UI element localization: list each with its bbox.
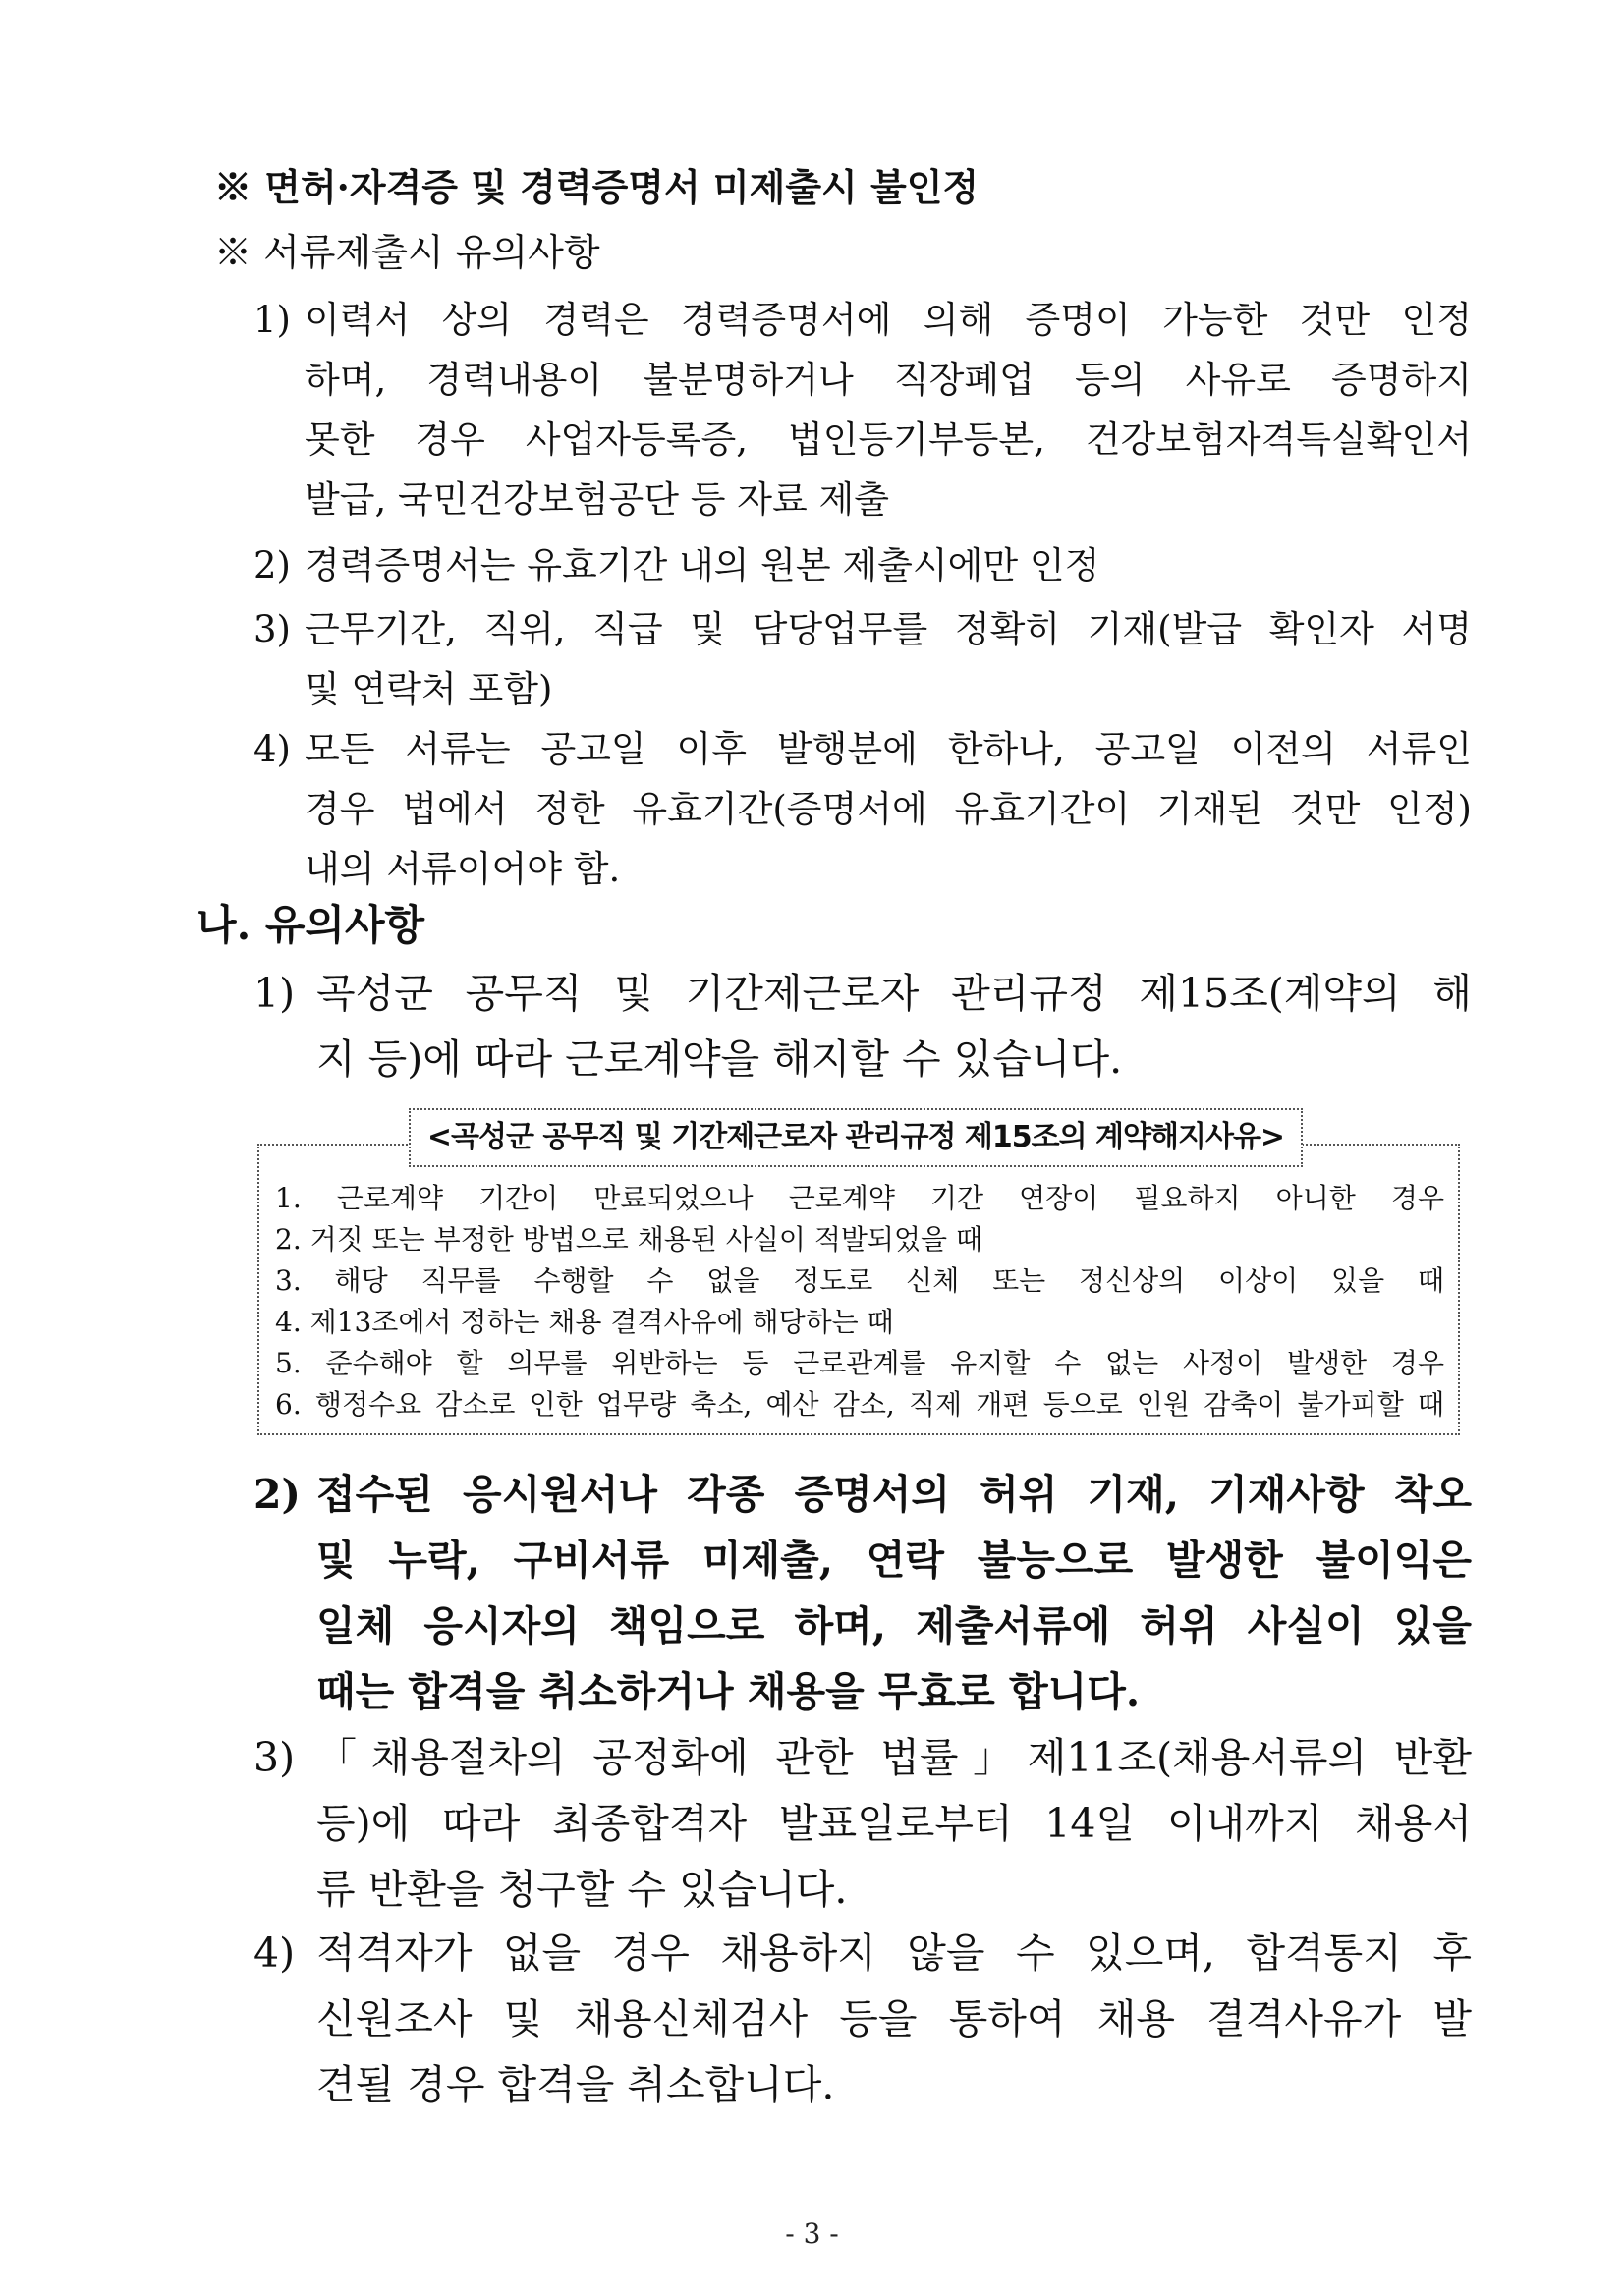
item-line: 경력증명서는 유효기간 내의 원본 제출시에만 인정 xyxy=(305,544,1100,587)
item-line: 경우 법에서 정한 유효기간(증명서에 유효기간이 기재된 것만 인정) xyxy=(305,788,1472,830)
item-line: 모든 서류는 공고일 이후 발행분에 한하나, 공고일 이전의 서류인 xyxy=(305,728,1472,770)
item-line: 때는 합격을 취소하거나 채용을 무효로 합니다. xyxy=(316,1668,1141,1715)
item-number: 3) xyxy=(253,608,291,650)
termination-reason: 5. 준수해야 할 의무를 위반하는 등 근로관계를 유지할 수 없는 사정이 발생한 경우 xyxy=(275,1347,1444,1379)
item-line: 류 반환을 청구할 수 있습니다. xyxy=(316,1866,848,1913)
item-line: 접수된 응시원서나 각종 증명서의 허위 기재, 기재사항 착오 xyxy=(316,1471,1472,1518)
item-number: 2) xyxy=(253,544,291,587)
item-line: 하며, 경력내용이 불분명하거나 직장폐업 등의 사유로 증명하지 xyxy=(305,359,1472,401)
item-line: 「채용절차의 공정화에 관한 법률」제11조(채용서류의 반환 xyxy=(316,1734,1472,1781)
item-line: 근무기간, 직위, 직급 및 담당업무를 정확히 기재(발급 확인자 서명 xyxy=(305,608,1472,650)
termination-box-title: <곡성군 공무직 및 기간제근로자 관리규정 제15조의 계약해지사유> xyxy=(409,1108,1303,1167)
item-line: 견될 경우 합격을 취소합니다. xyxy=(316,2061,835,2108)
item-line: 및 누락, 구비서류 미제출, 연락 불능으로 발생한 불이익은 xyxy=(316,1537,1472,1584)
item-line: 내의 서류이어야 함. xyxy=(305,848,621,890)
item-number: 3) xyxy=(253,1734,296,1781)
termination-reason: 6. 행정수요 감소로 인한 업무량 축소, 예산 감소, 직제 개편 등으로 인원 감축이 불가피할 때 xyxy=(275,1388,1444,1421)
item-line: 곡성군 공무직 및 기간제근로자 관리규정 제15조(계약의 해 xyxy=(316,970,1472,1017)
item-line: 적격자가 없을 경우 채용하지 않을 수 있으며, 합격통지 후 xyxy=(316,1930,1472,1977)
termination-reason: 2. 거짓 또는 부정한 방법으로 채용된 사실이 적발되었을 때 xyxy=(275,1223,983,1256)
termination-reasons-list xyxy=(275,1178,1444,1426)
item-line: 이력서 상의 경력은 경력증명서에 의해 증명이 가능한 것만 인정 xyxy=(305,299,1472,341)
section-heading: 나. 유의사항 xyxy=(196,901,425,949)
note-submission-caution-heading: ※ 서류제출시 유의사항 xyxy=(214,231,600,274)
item-line: 및 연락처 포함) xyxy=(305,668,553,710)
page-number: - 3 - xyxy=(785,2217,839,2250)
termination-reason: 3. 해당 직무를 수행할 수 없을 정도로 신체 또는 정신상의 이상이 있을 때 xyxy=(275,1264,1444,1297)
item-number: 2) xyxy=(253,1471,301,1518)
item-line: 못한 경우 사업자등록증, 법인등기부등본, 건강보험자격득실확인서 xyxy=(305,419,1472,461)
item-line: 발급, 국민건강보험공단 등 자료 제출 xyxy=(305,478,889,521)
item-number: 1) xyxy=(253,299,291,341)
item-line: 신원조사 및 채용신체검사 등을 통하여 채용 결격사유가 발 xyxy=(316,1995,1472,2043)
item-number: 1) xyxy=(253,970,296,1017)
note-license-required: ※ 면허·자격증 및 경력증명서 미제출시 불인정 xyxy=(214,165,980,209)
item-number: 4) xyxy=(253,728,291,770)
item-line: 지 등)에 따라 근로계약을 해지할 수 있습니다. xyxy=(316,1036,1123,1083)
termination-reason: 1. 근로계약 기간이 만료되었으나 근로계약 기간 연장이 필요하지 아니한 경우 xyxy=(275,1182,1444,1214)
item-line: 등)에 따라 최종합격자 발표일로부터 14일 이내까지 채용서 xyxy=(316,1800,1472,1847)
item-line: 일체 응시자의 책임으로 하며, 제출서류에 허위 사실이 있을 xyxy=(316,1602,1472,1650)
item-number: 4) xyxy=(253,1930,296,1977)
termination-reason: 4. 제13조에서 정하는 채용 결격사유에 해당하는 때 xyxy=(275,1306,894,1338)
